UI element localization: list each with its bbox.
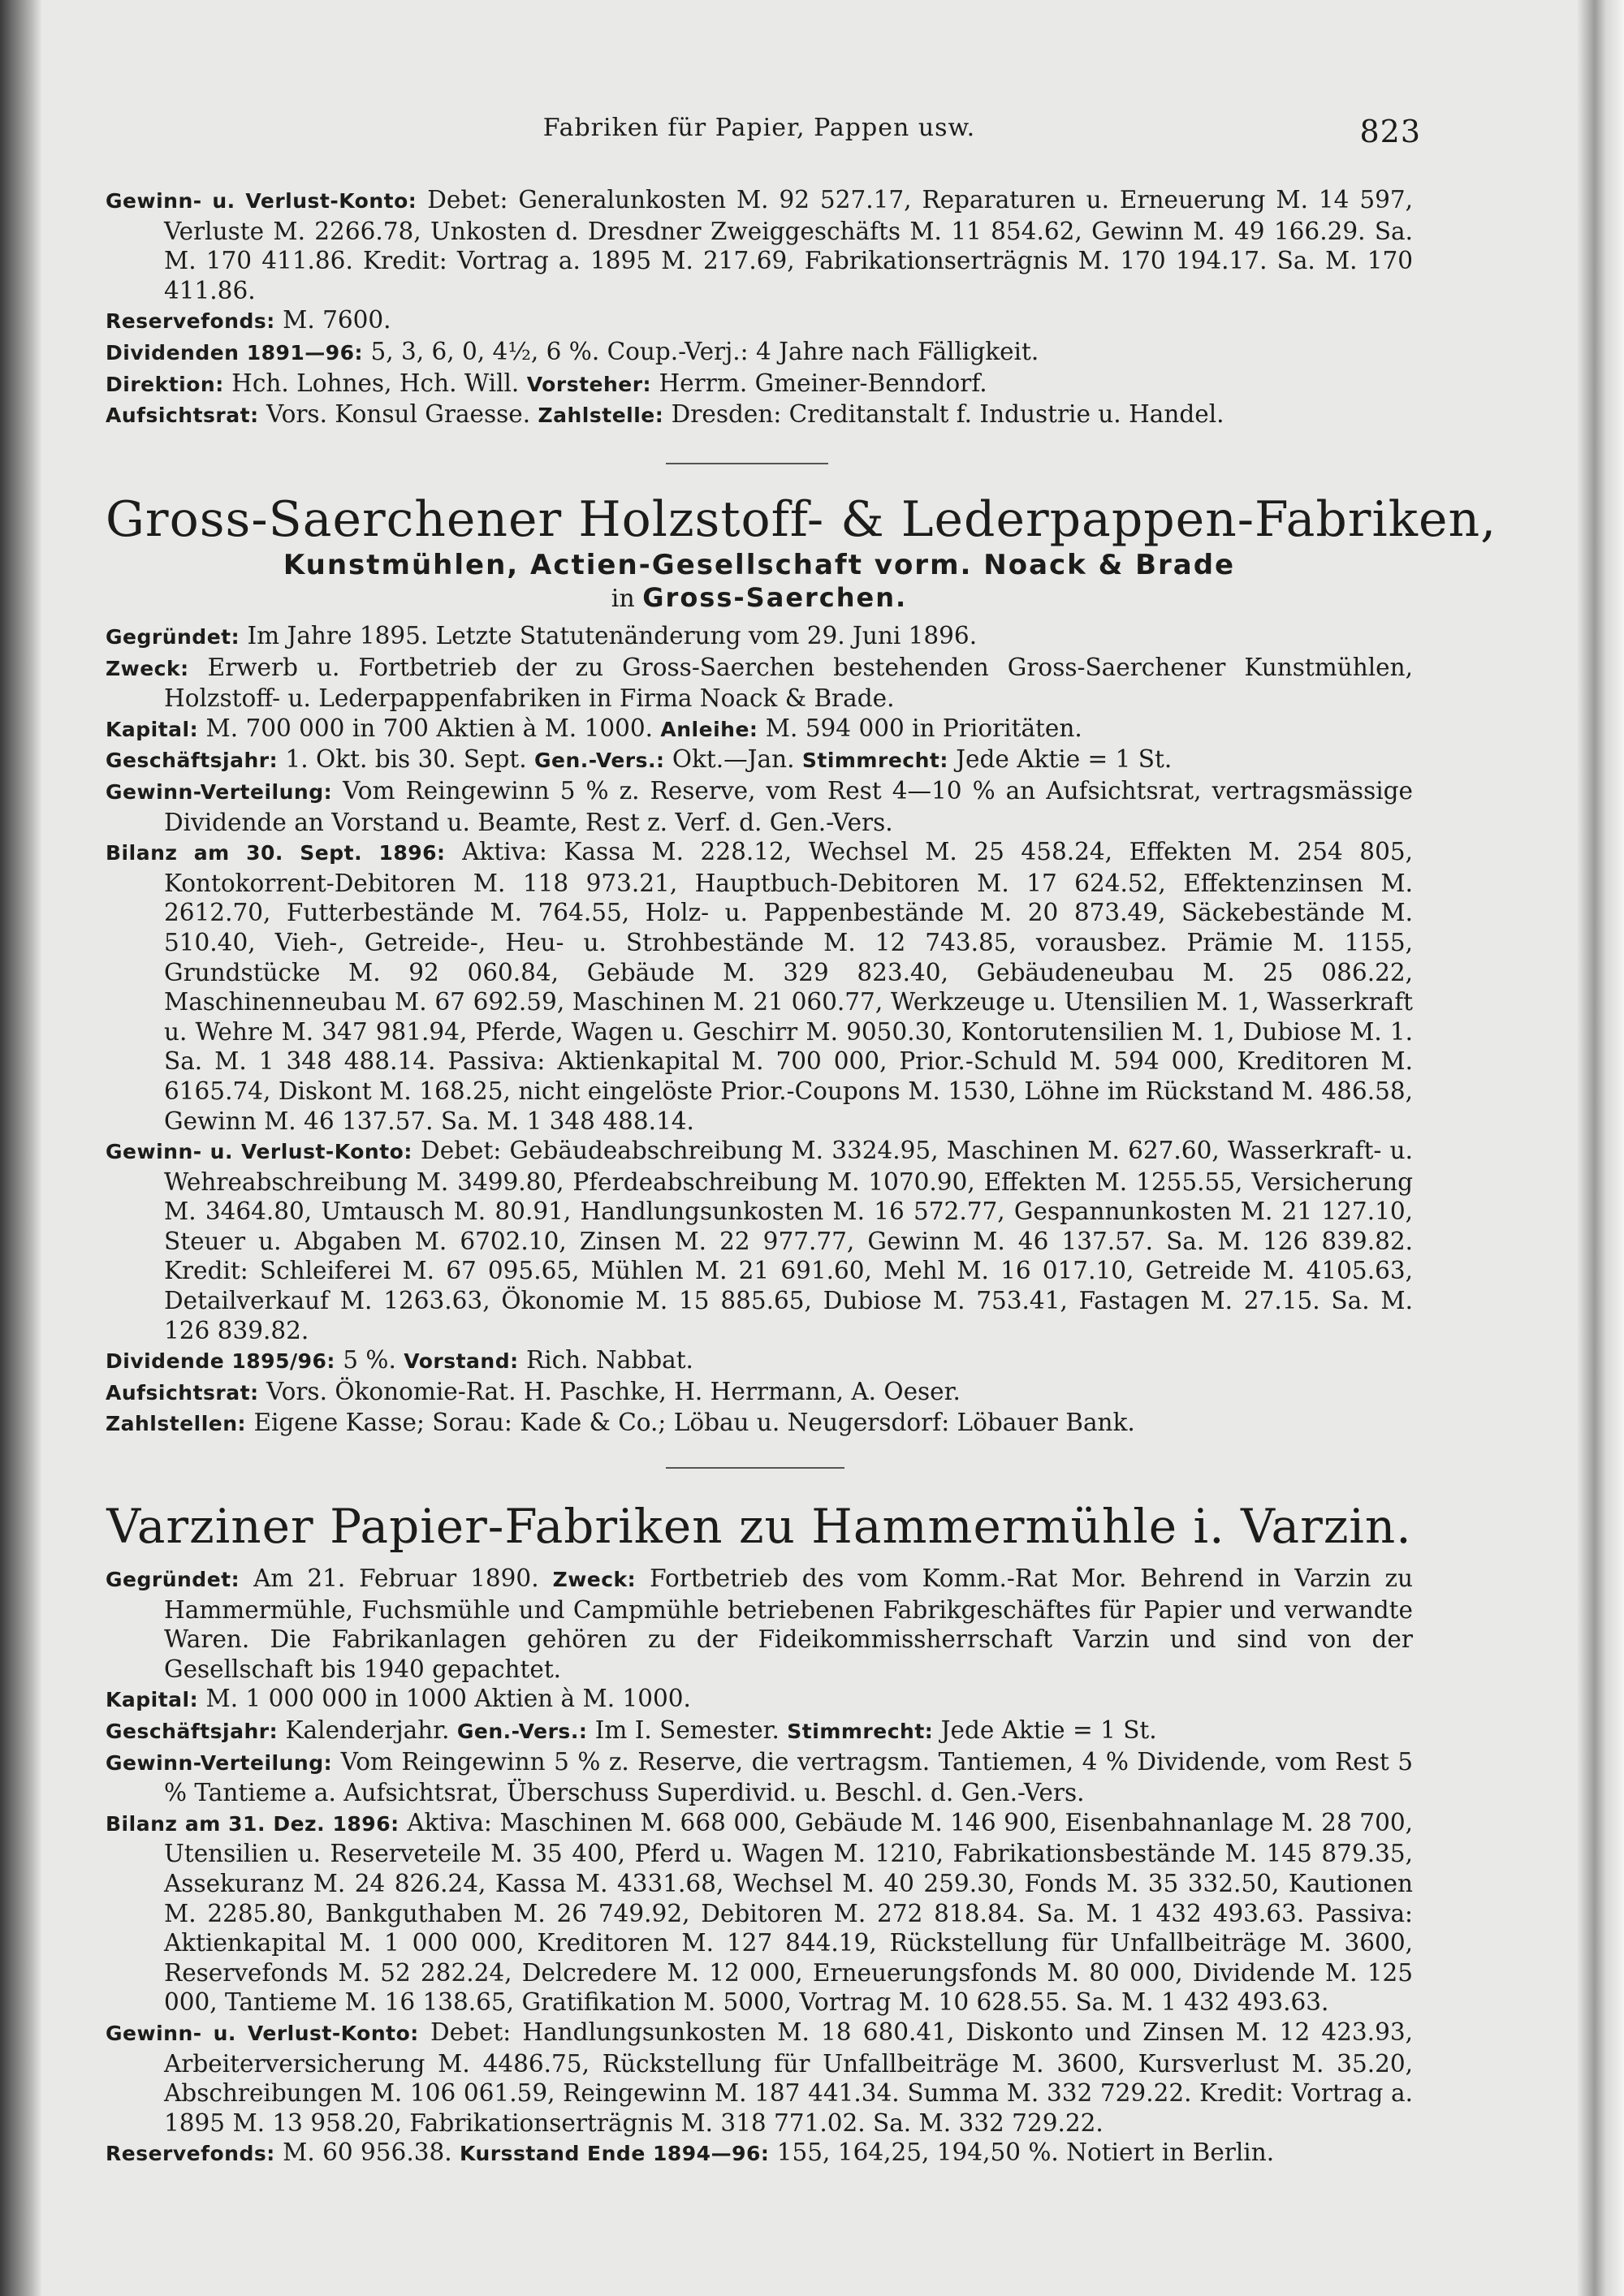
section-divider (666, 463, 828, 464)
entry-dividenden (106, 337, 1413, 369)
entry-label: Bilanz am 30. Sept. 1896: (106, 841, 446, 865)
entry-text: Kalenderjahr. (285, 1716, 450, 1744)
entry-text: M. 60 956.38. (283, 2138, 452, 2167)
entry-label: Gegründet: (106, 1568, 240, 1591)
company-location (106, 582, 1413, 615)
entry-text: Vors. Ökonomie-Rat. H. Paschke, H. Herrmann, A. Oeser. (266, 1377, 961, 1405)
entry-aufsichtsrat (106, 399, 1413, 431)
entry-text: Im Jahre 1895. Letzte Statutenänderung vom 29. Juni 1896. (247, 622, 978, 650)
entry-text: M. 700 000 in 700 Aktien à M. 1000. (205, 714, 654, 742)
entry-label: Direktion: (106, 372, 224, 396)
entry-label: Gen.-Vers.: (534, 749, 665, 773)
entry-label: Gewinn-Verteilung: (106, 1750, 333, 1775)
entry-text: M. 594 000 in Prioritäten. (765, 714, 1082, 742)
entry-text: Hch. Lohnes, Hch. Will. (231, 369, 520, 397)
entry-zahlstellen (106, 1408, 1413, 1439)
company-subtitle: Kunstmühlen, Actien-Gesellschaft vorm. Noack & Brade (283, 549, 1236, 581)
entry-reservefonds (106, 2138, 1413, 2169)
entry-text: Okt.—Jan. (672, 745, 795, 774)
entry-label: Gen.-Vers.: (456, 1719, 588, 1743)
entry-text: Im I. Semester. (594, 1716, 780, 1744)
entry-text: 5 %. (343, 1346, 396, 1375)
top-section (106, 185, 1413, 431)
company-title: Gross-Saerchener Holzstoff- & Lederpappen-Fabriken, (106, 491, 1497, 548)
entry-gewinn-verteilung (106, 776, 1413, 837)
entry-text: Aktiva: Kassa M. 228.12, Wechsel M. 25 458.24, Effekten M. 254 805, Kontokorrent-Debitoren M. 118 973.21, Hauptbuch-Debitoren M. 17 624.52, Effektenzinsen M. 2612.70, Futterbestände M. 764.55, Holz- u. Pappenbestände M. 20 873.49, Säckebestände M. 510.40, Vieh-, Getreide-, Heu- u. Strohbestände M. 12 743.85, vorausbez. Prämie M. 1155, Grundstücke M. 92 060.84, Gebäude M. 329 823.40, Gebäudeneubau M. 25 086.22, Maschinenneubau M. 67 692.59, Maschinen M. 21 060.77, Werkzeuge u. Utensilien M. 1, Wasserkraft u. Wehre M. 347 981.94, Pferde, Wagen u. Geschirr M. 9050.30, Kontorutensilien M. 1, Dubiose M. 1. Sa. M. 1 348 488.14. Passiva: Aktienkapital M. 700 000, Prior.-Schuld M. 594 000, Kreditoren M. 6165.74, Diskont M. 168.25, nicht eingelöste Prior.-Coupons M. 1530, Löhne im Rückstand M. 486.58, Gewinn M. 46 137.57. Sa. M. 1 348 488.14. (164, 838, 1413, 1135)
entry-text: Eigene Kasse; Sorau: Kade & Co.; Löbau u. Neugersdorf: Löbauer Bank. (253, 1409, 1135, 1437)
entry-text: Vom Reingewinn 5 % z. Reserve, vom Rest 4—10 % an Aufsichtsrat, vertragsmässige Dividende an Vorstand u. Beamte, Rest z. Verf. d. Gen.-Vers. (164, 776, 1413, 836)
entry-label: Dividenden 1891—96: (106, 340, 364, 365)
entry-gewinn-verlust (106, 1136, 1413, 1345)
entry-text: Herrm. Gmeiner-Benndorf. (659, 369, 987, 397)
entry-label: Anleihe: (660, 717, 758, 741)
entry-text: 5, 3, 6, 0, 4½, 6 %. Coup.-Verj.: 4 Jahre nach Fälligkeit. (370, 337, 1039, 365)
entry-text: Am 21. Februar 1890. (253, 1564, 539, 1592)
entry-text: Debet: Handlungsunkosten M. 18 680.41, Diskonto und Zinsen M. 12 423.93, Arbeiterversicherung M. 4486.75, Rückstellung für Unfallbeiträge M. 3600, Kursverlust M. 35.20, Abschreibungen M. 106 061.59, Reingewinn M. 187 441.34. Summa M. 332 729.22. Kredit: Vortrag a. 1895 M. 13 958.20, Fabrikationserträgnis M. 318 771.02. Sa. M. 332 729.22. (164, 2018, 1413, 2137)
entry-bilanz (106, 837, 1413, 1136)
company-location-prefix: in (611, 585, 635, 613)
entry-dividende (106, 1345, 1413, 1377)
scan-edge-right (1577, 0, 1624, 2296)
entry-label: Reservefonds: (106, 309, 275, 334)
entry-label: Geschäftsjahr: (106, 1719, 279, 1743)
entry-label: Vorsteher: (526, 372, 652, 396)
entry-label: Kapital: (106, 717, 199, 741)
entry-label: Gewinn- u. Verlust-Konto: (106, 2021, 419, 2045)
entry-label: Kursstand Ende 1894—96: (460, 2142, 770, 2166)
entry-label: Vorstand: (404, 1349, 519, 1374)
entry-text: Aktiva: Maschinen M. 668 000, Gebäude M. 146 900, Eisenbahnanlage M. 28 700, Utensilien u. Reserveteile M. 35 400, Pferd u. Wagen M. 1210, Fabrikationsbestände M. 145 879.35, Assekuranz M. 24 826.24, Kassa M. 4331.68, Wechsel M. 40 259.30, Fonds M. 35 332.50, Kautionen M. 2285.80, Bankguthaben M. 26 749.92, Debitoren M. 272 818.84. Sa. M. 1 432 493.63. Passiva: Aktienkapital M. 1 000 000, Kreditoren M. 127 844.19, Rückstellung für Unfallbeiträge M. 3600, Reservefonds M. 52 282.24, Delcredere M. 12 000, Erneuerungsfonds M. 80 000, Dividende M. 125 000, Tantieme M. 16 138.65, Gratifikation M. 5000, Vortrag M. 10 628.55. Sa. M. 1 432 493.63. (164, 1808, 1413, 2017)
entry-zweck (106, 653, 1413, 714)
running-head (106, 114, 1421, 154)
entry-kapital (106, 714, 1413, 745)
entry-text: M. 1 000 000 in 1000 Aktien à M. 1000. (205, 1685, 691, 1713)
entry-label: Gewinn- u. Verlust-Konto: (106, 189, 417, 213)
entry-label: Bilanz am 31. Dez. 1896: (106, 1811, 400, 1836)
entry-gewinn-verlust (106, 2018, 1413, 2138)
entry-kapital (106, 1684, 1413, 1716)
entry-label: Geschäftsjahr: (106, 749, 279, 773)
entry-text: Jede Aktie = 1 St. (940, 1716, 1157, 1744)
entry-label: Gewinn-Verteilung: (106, 779, 333, 804)
entry-label: Stimmrecht: (801, 749, 948, 773)
company-title: Varziner Papier-Fabriken zu Hammermühle i. Varzin. (106, 1499, 1412, 1554)
company-location-place: Gross-Saerchen. (642, 582, 908, 613)
entry-text: Rich. Nabbat. (526, 1346, 693, 1375)
entry-text: Debet: Gebäudeabschreibung M. 3324.95, Maschinen M. 627.60, Wasserkraft- u. Wehreabschreibung M. 3499.80, Pferdeabschreibung M. 1070.90, Effekten M. 1255.55, Versicherung M. 3464.80, Umtausch M. 80.91, Handlungsunkosten M. 16 572.77, Gespannunkosten M. 21 127.10, Steuer u. Abgaben M. 6702.10, Zinsen M. 22 977.77, Gewinn M. 46 137.57. Sa. M. 126 839.82. Kredit: Schleiferei M. 67 095.65, Mühlen M. 21 691.60, Mehl M. 16 017.10, Getreide M. 4105.63, Detailverkauf M. 1263.63, Ökonomie M. 15 885.65, Dubiose M. 753.41, Fastagen M. 27.15. Sa. M. 126 839.82. (164, 1137, 1413, 1344)
entry-label: Dividende 1895/96: (106, 1349, 335, 1374)
section-divider (666, 1467, 844, 1469)
entry-geschaeftsjahr (106, 1716, 1413, 1747)
company-gross-saerchen (106, 491, 1497, 1439)
entry-label: Zahlstellen: (106, 1412, 247, 1436)
entry-text: Vom Reingewinn 5 % z. Reserve, die vertragsm. Tantiemen, 4 % Dividende, vom Rest 5 % Tantieme a. Aufsichtsrat, Überschuss Superdivid. u. Beschl. d. Gen.-Vers. (164, 1747, 1413, 1807)
entry-label: Aufsichtsrat: (106, 1380, 259, 1405)
entry-text: M. 7600. (283, 306, 391, 334)
entry-text: Debet: Generalunkosten M. 92 527.17, Reparaturen u. Erneuerung M. 14 597, Verluste M. 2266.78, Unkosten d. Dresdner Zweiggeschäfts M. 11 854.62, Gewinn M. 49 166.29. Sa. M. 170 411.86. Kredit: Vortrag a. 1895 M. 217.69, Fabrikationserträgnis M. 170 194.17. Sa. M. 170 411.86. (164, 186, 1413, 304)
running-head-title: Fabriken für Papier, Pappen usw. (542, 114, 976, 142)
entry-label: Aufsichtsrat: (106, 404, 259, 428)
entry-text: Jede Aktie = 1 St. (956, 745, 1173, 774)
entry-label: Gegründet: (106, 625, 240, 649)
entry-label: Zweck: (552, 1568, 637, 1591)
entry-label: Gewinn- u. Verlust-Konto: (106, 1140, 412, 1164)
entry-label: Zweck: (106, 656, 189, 680)
entry-text: Fortbetrieb des vom Komm.-Rat Mor. Behrend in Varzin zu Hammermühle, Fuchsmühle und Campmühle betriebenen Fabrikgeschäftes für Papier und verwandte Waren. Die Fabrikanlagen gehören zu der Fideikommissherrschaft Varzin und sind von der Gesellschaft bis 1940 gepachtet. (164, 1564, 1413, 1683)
scan-edge-left (0, 0, 42, 2296)
entry-direktion (106, 369, 1413, 400)
entry-text: 1. Okt. bis 30. Sept. (285, 745, 527, 774)
company-varzin (106, 1494, 1413, 2169)
entry-bilanz (106, 1808, 1413, 2018)
entry-text: Vors. Konsul Graesse. (266, 400, 531, 429)
entry-gegruendet (106, 621, 1413, 653)
entry-text: Erwerb u. Fortbetrieb der zu Gross-Saerchen bestehenden Gross-Saerchener Kunstmühlen, Holzstoff- u. Lederpappenfabriken in Firma Noack & Brade. (164, 653, 1413, 713)
entry-aufsichtsrat (106, 1377, 1413, 1409)
entry-reservefonds (106, 305, 1413, 337)
entry-label: Zahlstelle: (538, 404, 664, 428)
entry-label: Reservefonds: (106, 2142, 275, 2166)
entry-label: Kapital: (106, 1688, 199, 1712)
entry-text: Dresden: Creditanstalt f. Industrie u. Handel. (671, 400, 1224, 429)
entry-gewinn-verlust (106, 185, 1413, 305)
page-number: 823 (1359, 114, 1421, 149)
entry-text: 155, 164,25, 194,50 %. Notiert in Berlin. (776, 2138, 1275, 2167)
entry-label: Stimmrecht: (787, 1719, 934, 1743)
entry-gewinn-verteilung (106, 1747, 1413, 1808)
entry-gegruendet (106, 1564, 1413, 1684)
entry-geschaeftsjahr (106, 744, 1413, 776)
